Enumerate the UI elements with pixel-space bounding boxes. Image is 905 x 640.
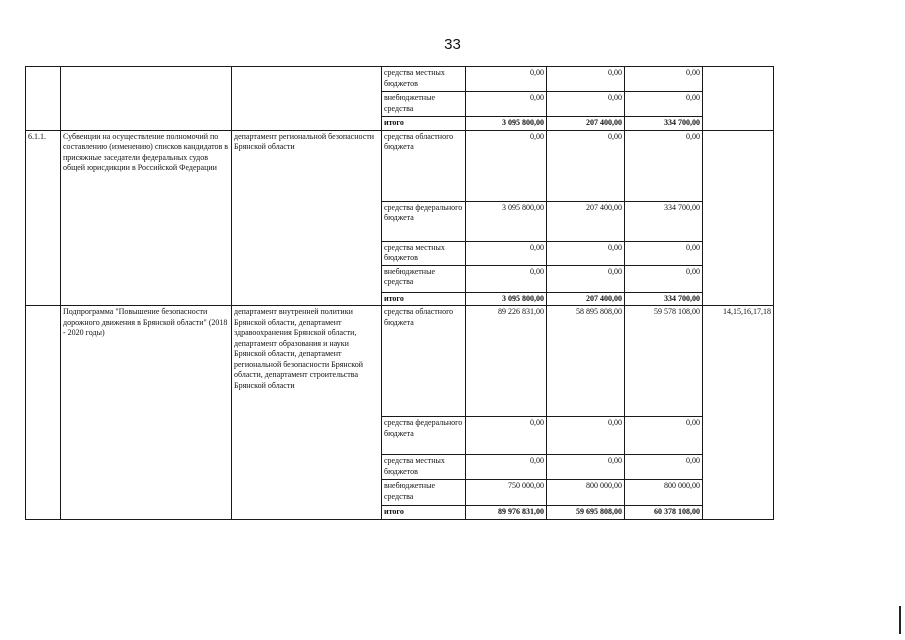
funding-source-cell: внебюджетные средства [382, 480, 466, 506]
amount-cell-y3: 0,00 [625, 130, 703, 201]
scan-edge-mark [899, 606, 901, 634]
amount-cell-y1: 0,00 [466, 455, 547, 480]
row-executor-cell: департамент региональной безопасности Брянской области [232, 130, 382, 306]
row-code-cell [26, 67, 61, 131]
amount-cell-y2: 0,00 [547, 92, 625, 117]
amount-cell-y3: 334 700,00 [625, 117, 703, 131]
row-code-cell [26, 306, 61, 520]
amount-cell-y2: 207 400,00 [547, 201, 625, 241]
total-label-cell: итого [382, 117, 466, 131]
amount-cell-y3: 0,00 [625, 265, 703, 292]
amount-cell-y2: 58 895 808,00 [547, 306, 625, 417]
table-row [26, 67, 774, 92]
amount-cell-y1: 0,00 [466, 130, 547, 201]
row-name-cell: Подпрограмма "Повышение безопасности дорожного движения в Брянской области" (2018 - 2020 годы) [61, 306, 232, 520]
amount-cell-y2: 0,00 [547, 67, 625, 92]
row-executor-cell [232, 67, 382, 131]
row-name-cell [61, 67, 232, 131]
budget-table [25, 66, 774, 520]
page-number: 33 [444, 36, 461, 53]
amount-cell-y3: 0,00 [625, 241, 703, 265]
amount-cell-y3: 0,00 [625, 67, 703, 92]
amount-cell-y2: 0,00 [547, 265, 625, 292]
amount-cell-y1: 0,00 [466, 417, 547, 455]
amount-cell-y3: 0,00 [625, 92, 703, 117]
amount-cell-y3: 0,00 [625, 455, 703, 480]
funding-source-cell: средства местных бюджетов [382, 67, 466, 92]
funding-source-cell: внебюджетные средства [382, 92, 466, 117]
row-executor-cell: департамент внутренней политики Брянской области, департамент здравоохранения Брянской области, департамент образования и науки Брянской области, департамент региональной безопасности Брянской области, департамент строительства Брянской области [232, 306, 382, 520]
amount-cell-y3: 334 700,00 [625, 292, 703, 306]
funding-source-cell: средства областного бюджета [382, 130, 466, 201]
funding-source-cell: средства местных бюджетов [382, 455, 466, 480]
amount-cell-y1: 750 000,00 [466, 480, 547, 506]
total-label-cell: итого [382, 506, 466, 520]
amount-cell-y2: 59 695 808,00 [547, 506, 625, 520]
amount-cell-y1: 0,00 [466, 241, 547, 265]
amount-cell-y1: 0,00 [466, 92, 547, 117]
amount-cell-y2: 0,00 [547, 455, 625, 480]
table-row [26, 130, 774, 201]
funding-source-cell: средства федерального бюджета [382, 417, 466, 455]
table-row [26, 306, 774, 417]
funding-source-cell: внебюджетные средства [382, 265, 466, 292]
amount-cell-y2: 0,00 [547, 417, 625, 455]
target-indicators-cell: 14,15,16,17,18 [703, 306, 774, 520]
amount-cell-y1: 0,00 [466, 265, 547, 292]
amount-cell-y2: 0,00 [547, 241, 625, 265]
target-indicators-cell [703, 130, 774, 306]
amount-cell-y1: 3 095 800,00 [466, 117, 547, 131]
amount-cell-y1: 0,00 [466, 67, 547, 92]
funding-source-cell: средства местных бюджетов [382, 241, 466, 265]
total-label-cell: итого [382, 292, 466, 306]
funding-source-cell: средства федерального бюджета [382, 201, 466, 241]
funding-source-cell: средства областного бюджета [382, 306, 466, 417]
amount-cell-y1: 3 095 800,00 [466, 201, 547, 241]
row-code-cell: 6.1.1. [26, 130, 61, 306]
amount-cell-y3: 60 378 108,00 [625, 506, 703, 520]
amount-cell-y3: 59 578 108,00 [625, 306, 703, 417]
amount-cell-y2: 207 400,00 [547, 292, 625, 306]
amount-cell-y3: 334 700,00 [625, 201, 703, 241]
amount-cell-y1: 3 095 800,00 [466, 292, 547, 306]
target-indicators-cell [703, 67, 774, 131]
amount-cell-y1: 89 226 831,00 [466, 306, 547, 417]
amount-cell-y2: 207 400,00 [547, 117, 625, 131]
amount-cell-y2: 0,00 [547, 130, 625, 201]
amount-cell-y1: 89 976 831,00 [466, 506, 547, 520]
amount-cell-y3: 0,00 [625, 417, 703, 455]
amount-cell-y2: 800 000,00 [547, 480, 625, 506]
amount-cell-y3: 800 000,00 [625, 480, 703, 506]
row-name-cell: Субвенции на осуществление полномочий по составлению (изменению) списков кандидатов в присяжные заседатели федеральных судов общей юрисдикции в Российской Федерации [61, 130, 232, 306]
